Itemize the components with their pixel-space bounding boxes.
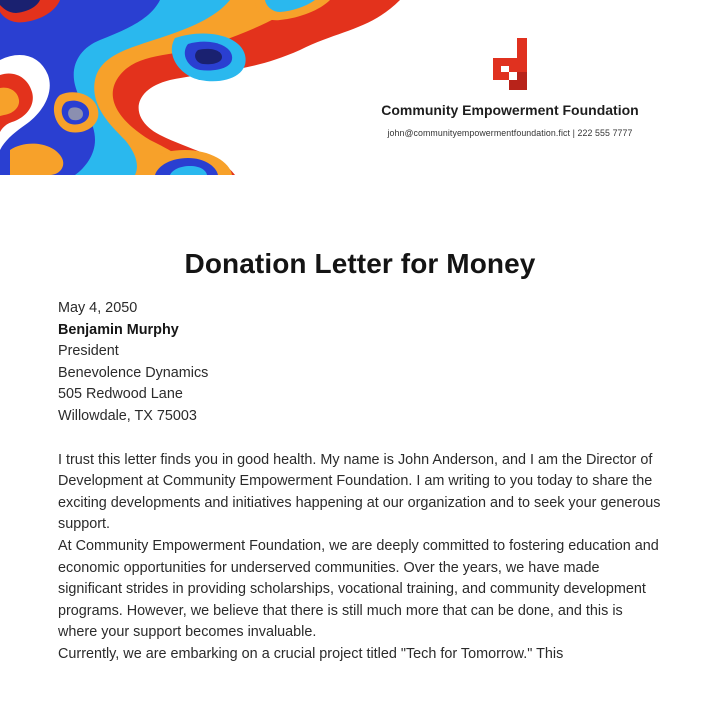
body-paragraph: I trust this letter finds you in good health. My name is John Anderson, and I am the Director of Development at Community Empowerment Foundation. I am writing to you today to share the exciting developments and initiatives happening at our organization and to seek your generous support. — [58, 451, 661, 533]
recipient-position: President — [58, 343, 119, 360]
recipient-address-block — [58, 320, 664, 428]
recipient-city-state-zip: Willowdale, TX 75003 — [58, 407, 197, 424]
recipient-street: 505 Redwood Lane — [58, 386, 183, 403]
recipient-company: Benevolence Dynamics — [58, 364, 209, 381]
organization-logo-icon — [487, 36, 533, 92]
body-paragraph: At Community Empowerment Foundation, we are deeply committed to fostering education and economic opportunities for underserved communities. Over the years, we have made significant strides in providing scholarships, vocational training, and community development programs. However, we believe that there is still much more that can be done, and this is where your support becomes invaluable. — [58, 537, 659, 641]
letter-date: May 4, 2050 — [58, 300, 138, 316]
recipient-name: Benjamin Murphy — [58, 321, 179, 338]
letter-body — [58, 298, 664, 666]
organization-contact: john@communityempowermentfoundation.fict | 222 555 7777 — [387, 128, 633, 138]
organization-header — [340, 36, 680, 138]
document-title: Donation Letter for Money — [184, 248, 536, 279]
organization-name: Community Empowerment Foundation — [381, 102, 639, 118]
body-paragraph: Currently, we are embarking on a crucial project titled "Tech for Tomorrow." This — [58, 645, 564, 662]
